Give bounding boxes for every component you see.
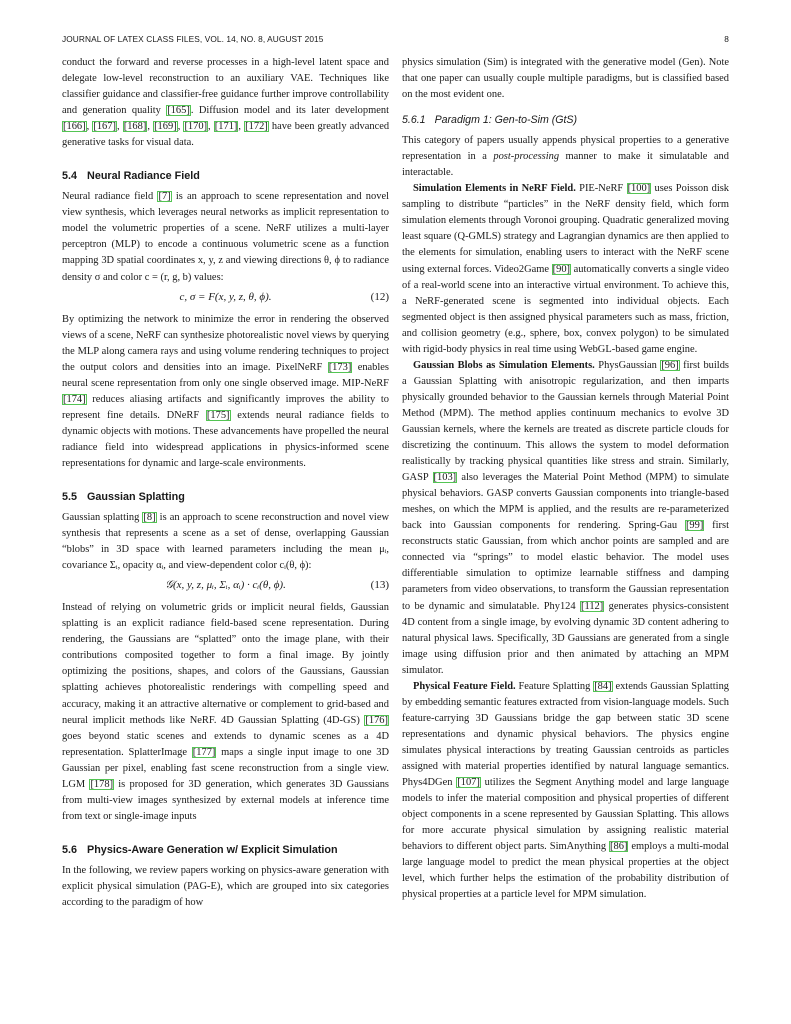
text-run: maps a single input image to one 3D Gaussian per pixel, enabling fast scene reconstruction from a single view. LGM (62, 746, 389, 790)
gts-paragraph (402, 133, 729, 181)
text-run: By optimizing the network to minimize the error in rendering the observed views of a scene, NeRF can synthesize photorealistic novel views by querying the MLP along camera rays and using volume rendering techniques to project the output colors and densities into an image. PixelNeRF (62, 313, 389, 373)
citation-link[interactable]: [165] (167, 105, 190, 117)
equation-number: (12) (370, 290, 389, 303)
run-in-heading: Physical Feature Field. (413, 680, 516, 692)
text-run: , (208, 121, 214, 133)
citation-link[interactable]: [8] (143, 512, 156, 524)
text-run: manner to make it simulatable and interactable. (402, 151, 729, 179)
text-run: , (238, 121, 245, 133)
run-in-heading: Simulation Elements in NeRF Field. (413, 183, 576, 195)
text-run: This category of papers usually appends physical properties to a generative representation in a (402, 135, 729, 163)
nerf-paragraph-2 (62, 312, 389, 472)
section-title: Gaussian Splatting (87, 491, 185, 504)
subsection-title: Paradigm 1: Gen-to-Sim (GtS) (434, 114, 578, 127)
citation-link[interactable]: [178] (90, 778, 114, 790)
citation-link[interactable]: [168] (123, 121, 147, 133)
equation-12 (62, 286, 389, 312)
text-run: . Diffusion model and its later development (190, 105, 389, 117)
citation-link[interactable]: [86] (610, 841, 628, 853)
nerf-paragraph-1 (62, 189, 389, 285)
citation-link[interactable]: [90] (552, 263, 571, 275)
text-run: conduct the forward and reverse processes in a high-level latent space and delegate low-level reconstruction to an auxiliary VAE. Techniques like classifier guidance and classifier-free guidance further improve controllability and generation quality (62, 57, 389, 117)
intro-paragraph (62, 55, 389, 151)
text-run: enables neural scene representation from only one single observed image. MIP-NeRF (62, 361, 389, 389)
citation-link[interactable]: [103] (433, 472, 457, 484)
text-run: is proposed for 3D generation, which generates 3D Gaussians from multi-view images synthesized by external models at inference time from text or single-image inputs (62, 778, 389, 822)
citation-link[interactable]: [7] (158, 191, 171, 203)
text-run: also leverages the Material Point Method (MPM) to simulate physical behaviors. GASP converts Gaussian components into triangle-based meshes, on which the MPM is applied, and the results are re-parameterized back into Gaussian components for rendering. Spring-Gau (402, 472, 729, 532)
continuation-paragraph: physics simulation (Sim) is integrated with the generative model (Gen). Note that one paper can usually couple multiple paradigms, but is classified based on the most evident one. (402, 57, 729, 101)
citation-link[interactable]: [174] (63, 393, 86, 405)
equation-13 (62, 574, 389, 600)
citation-link[interactable]: [99] (685, 520, 704, 532)
subsection-heading-5-6-1 (402, 113, 729, 127)
citation-link[interactable]: [84] (594, 680, 612, 692)
equation-body: c, σ = F(x, y, z, θ, ϕ). (179, 290, 272, 303)
text-run: have been greatly advanced generative tasks for visual data. (62, 121, 390, 149)
text-run: extends neural radiance fields to dynamic objects with motions. These advancements have propelled the neural radiance field into widespread applications in physics-informed scene representations for dynamic and large-scale environments. (62, 409, 389, 469)
feature-field-paragraph (402, 679, 729, 904)
section-heading-5-4 (62, 169, 389, 183)
citation-link[interactable]: [177] (192, 746, 216, 758)
section-number: 5.5 (62, 491, 78, 504)
text-run: extends Gaussian Splatting by embedding semantic features extracted from vision-language models. Such feature-carrying 3D Gaussians bridge the gap between static 3D scene representations and dynamic physical behaviors. The physics engine simulates physical interactions by treating Gaussian centroids as particles assigned with material properties identified by natural language semantics. Phys4DGen (402, 680, 730, 789)
section-number: 5.4 (62, 170, 78, 183)
text-run: , (147, 121, 154, 133)
text-run: employs a multi-modal large language model to predict the mean physical properties at the object level, which further helps the estimation of the probability distribution of physical properties at a particle level for MPM simulation. (402, 841, 729, 901)
pag-e-paragraph: In the following, we review papers working on physics-aware generation with explicit physical simulation (PAG-E), which are grouped into six categories according to the paradigm of how (62, 864, 389, 908)
left-column (62, 55, 389, 911)
page-number: 8 (724, 34, 729, 44)
text-run: PIE-NeRF (575, 183, 627, 195)
citation-link[interactable]: [166] (63, 121, 86, 133)
text-run: first reconstructs static Gaussian, from which anchor points are sampled and are connected via “springs” to model elastic behavior. The model uses differentiable simulation to optimize learnable stiffness and damping parameters from video observations, to transform the Gaussian representation to be dynamic and simulatable. Phy124 (402, 520, 729, 612)
gs-paragraph-1 (62, 510, 389, 574)
citation-link[interactable]: [107] (457, 777, 480, 789)
section-title: Neural Radiance Field (87, 170, 200, 183)
subsection-number: 5.6.1 (402, 114, 426, 127)
text-run: Gaussian splatting (62, 512, 143, 524)
text-run: Feature Splatting (515, 680, 594, 692)
text-run: Neural radiance field (62, 191, 158, 203)
text-run: PhysGaussian (594, 359, 661, 371)
gaussian-blobs-paragraph (402, 358, 729, 679)
citation-link[interactable]: [175] (206, 409, 230, 421)
running-header (62, 34, 729, 48)
citation-link[interactable]: [167] (93, 121, 116, 133)
equation-number: (13) (370, 579, 389, 592)
text-run: generates physics-consistent 4D content from a single image, by evolving dynamic 3D content adhering to natural physical laws. Specifically, 3D Gaussians are generated from a single image using diffusion prior and then animated by attaching an MPM simulator. (402, 600, 729, 676)
citation-link[interactable]: [176] (365, 714, 388, 726)
equation-body: 𝒢(x, y, z, μᵢ, Σᵢ, αᵢ) · cᵢ(θ, ϕ). (165, 579, 286, 592)
text-run: goes beyond static scenes and extends to dynamic scenes as a 4D representation. SplatterImage (62, 730, 389, 758)
citation-link[interactable]: [171] (214, 121, 238, 133)
emphasis: post-processing (493, 151, 560, 163)
text-run: , (177, 121, 184, 133)
paragraph-body (402, 681, 729, 901)
citation-link[interactable]: [170] (184, 121, 208, 133)
right-column (402, 55, 729, 903)
citation-link[interactable]: [112] (581, 600, 604, 612)
citation-link[interactable]: [172] (245, 121, 268, 133)
paragraph-body (402, 183, 729, 354)
text-run: , (116, 121, 123, 133)
journal-header: JOURNAL OF LATEX CLASS FILES, VOL. 14, NO. 8, AUGUST 2015 (62, 34, 324, 44)
run-in-heading: Gaussian Blobs as Simulation Elements. (413, 359, 595, 371)
section-number: 5.6 (62, 843, 78, 856)
citation-link[interactable]: [169] (154, 121, 177, 133)
section-heading-5-6 (62, 843, 389, 857)
paragraph-body (402, 360, 729, 676)
citation-link[interactable]: [96] (661, 359, 679, 371)
text-run: Instead of relying on volumetric grids or implicit neural fields, Gaussian splatting is an explicit radiance field-based scene representation. During rendering, the Gaussians are “splatted” onto the image plane, with their contributions composited together to form a final image. By jointly optimizing the positions, shapes, and colors of the Gaussians, Gaussian splatting achieves photorealistic renderings with compelling speed and accuracy, making it an attractive alternative or complement to grid-based and neural implicit methods like NeRF. 4D Gaussian Splatting (4D-GS) (62, 602, 389, 726)
text-run: utilizes the Segment Anything model and large language models to infer the material composition and physical properties of different object components in a scene represented by Gaussian Splatting. This allows for more accurate physical simulation by assigning realistic material behaviors to different object parts. SimAnything (402, 777, 730, 853)
nerf-elements-paragraph (402, 181, 729, 358)
section-title: Physics-Aware Generation w/ Explicit Simulation (87, 843, 338, 856)
text-run: first builds a Gaussian Splatting with anisotropic regularization, and then imparts physically grounded behavior to the Gaussian kernels through Material Point Method (MPM). The method applies continuum mechanics to evolve 3D Gaussian kernels, where the kernels are treated as discrete particle clouds for discretizing the continuum. This allows the system to model deformation realistically by tracking physical quantities like stress and strain. Similarly, GASP (402, 359, 729, 484)
text-run: automatically converts a single video of a real-world scene into an interactive virtual environment. To achieve this, a NeRF-generated scene is segmented into individual objects. Each segmented object is then assigned physical parameters such as mass, friction, and collision geometry (e.g., sphere, box, convex polygon) to be simulated with rigid-body physics in real time using WebGL-based game engine. (402, 263, 729, 355)
text-run: reduces aliasing artifacts and significantly improves the ability to represent fine details. DNeRF (62, 393, 389, 421)
text-run: is an approach to scene representation and novel view synthesis, which leverages neural networks as implicit representation to model the volumetric properties of a scene. NeRF utilizes a multi-layer perceptron (MLP) to encode a continuous volumetric scene as a function mapping 3D spatial coordinates x, y, z and viewing directions θ, ϕ to radiance density σ and color c = (r, g, b) values: (62, 191, 389, 283)
gs-paragraph-2 (62, 600, 389, 825)
text-run: is an approach to scene reconstruction and novel view synthesis that represents a scene as a set of dense, overlapping Gaussian “blobs” in 3D space with learned parameters including the mean μᵢ, covariance Σᵢ, opacity αᵢ, and view-dependent color cᵢ(θ, ϕ): (62, 512, 389, 572)
citation-link[interactable]: [173] (328, 361, 352, 373)
citation-link[interactable]: [100] (627, 183, 651, 195)
section-heading-5-5 (62, 490, 389, 504)
text-run: , (86, 121, 93, 133)
text-run: uses Poisson disk sampling to distribute “particles” in the NeRF density field, which form simulation elements through Voronoi grouping. Quadratic generalized moving least square (Q-GMLS) strategy and Lagrangian dynamics are then applied to the elements for simulation, enabling users to interact with the NeRF scene using external forces. Video2Game (402, 183, 730, 275)
